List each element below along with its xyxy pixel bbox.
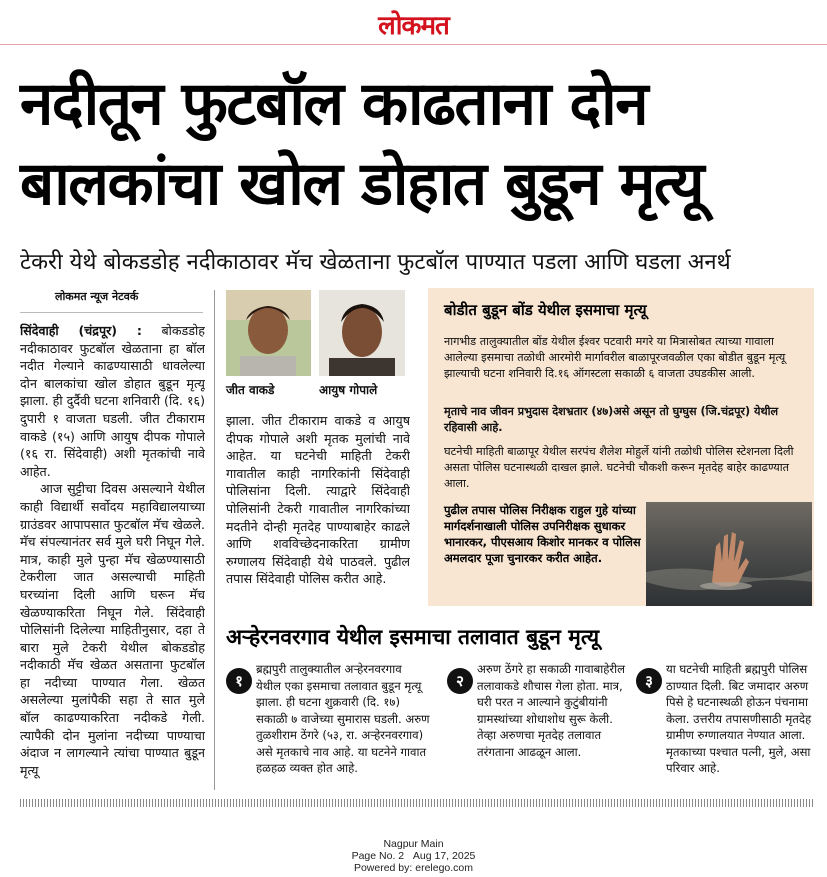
column-divider	[214, 290, 215, 790]
headline	[20, 64, 820, 224]
point-number-1: १	[226, 668, 252, 694]
main-story-paragraph-3: झाला. जीत टीकाराम वाकडे व आयुष दीपक गोपाले अशी मृतक मुलांची नावे आहेत. या घटनेची माहिती टेकरी गावातील काही नागरिकांनी सिंदेवाही पोलिसांना दिली. त्याद्वारे सिंदेवाही पोलिसांनी टेकरी गावातील नागरिकांच्या मदतीने दोन्ही मृतदेह पाण्याबाहेर काढले आणि शवविच्छेदनाकरिता ग्रामीण रुग्णालय सिंदेवाही येथे पाठवले. पुढील तपास सिंदेवाही पोलिस करीत आहे.	[226, 413, 410, 587]
paragraph-text: बोकडडोह नदीकाठावर फुटबॉल खेळताना हा बॉल नदीत गेल्याने काढण्यासाठी धावलेल्या दोन बालकांचा खोल डोहात बुडून मृत्यू झाला. ही दुर्दैवी घटना शनिवारी (दि. १६) दुपारी १ वाजता घडली. जीत टीकाराम वाकडे (१५) आणि आयुष दीपक गोपाले (१६ रा. सिंदेवाही) अशी मृतकांची नावे आहेत.	[20, 323, 205, 479]
byline: लोकमत न्यूज नेटवर्क	[55, 290, 139, 303]
dateline: सिंदेवाही (चंद्रपूर) :	[20, 323, 142, 338]
headline-line-1: नदीतून फुटबॉल काढताना दोन	[20, 69, 648, 139]
footer-edition: Nagpur Main	[383, 838, 444, 850]
footer-page-date	[0, 850, 827, 862]
byline-rule	[20, 312, 203, 313]
sidebox-paragraph-3: घटनेची माहिती बाळापूर येथील सरपंच शैलेश मोहुर्ले यांनी तळोधी पोलिस स्टेशनला दिली असता पोलिस घटनास्थळी दाखल झाले. घटनेची चौकशी करून मृतदेह बाहेर काढण्यात आला.	[444, 445, 794, 490]
point-number-2: २	[447, 668, 473, 694]
main-story-paragraph-1	[20, 322, 205, 480]
point-text-3: या घटनेची माहिती ब्रह्मपुरी पोलिस ठाण्यात दिली. बिट जमादार अरुण पिसे हे घटनास्थळी होऊन पंचनामा केला. उत्तरीय तपासणीसाठी मृतदेह ग्रामीण रुग्णालयात नेण्यात आला. मृतकाच्या पश्चात पत्नी, मुले, असा परिवार आहे.	[666, 662, 812, 775]
photo-caption-2: आयुष गोपाले	[319, 383, 378, 397]
bottom-rule	[20, 799, 814, 807]
sidebox-paragraph-2: मृताचे नाव जीवन प्रभुदास देशभ्रतार (४७)असे असून तो घुग्घुस (जि.चंद्रपूर) येथील रहिवासी आहे.	[444, 405, 779, 434]
point-number-3: ३	[636, 668, 662, 694]
sidebox-quote: पुढील तपास पोलिस निरीक्षक राहुल गुहे यांच्या मार्गदर्शनाखाली पोलिस उपनिरीक्षक सुधाकर भानारकर, पीएसआय किशोर मानकर व पोलिस अमलदार पूजा चुनारकर करीत आहेत.	[444, 503, 641, 565]
main-story-paragraph-2: आज सुट्टीचा दिवस असल्याने येथील काही विद्यार्थी सर्वोदय महाविद्यालयाच्या ग्राउंडवर आपापसात फुटबॉल मॅच खेळले. मॅच संपल्यानंतर सर्व मुले घरी निघून गेले. मात्र, काही मुले पुन्हा मॅच खेळण्यासाठी टेकरीला जात असल्याची माहिती घरच्यांना दिली आणि घरून मॅच खेळण्याकरिता निघून गेले. सिंदेवाही पोलिसांनी दिलेल्या माहितीनुसार, दहा ते बारा मुले टेकरी येथील बोकडडोह नदीकाठी मॅच खेळत असताना फुटबॉल हा नदीच्या पाण्यात गेला. खेळत असलेल्या मुलांपैकी सहा ते सात मुले बॉल काढण्याकरिता नदीकडे गेली. त्यापैकी दोन मुलांना नदीच्या पाण्याचा अंदाज न लागल्याने त्यांचा पाण्यात बुडून मृत्यू	[20, 481, 205, 778]
footer-page-no: Page No. 2	[351, 850, 405, 862]
section-2-title: अऱ्हेरनवरगाव येथील इसमाचा तलावात बुडून मृत्यू	[226, 625, 600, 649]
sidebox-paragraph-1: नागभीड तालुक्यातील बोंड येथील ईश्वर पटवारी मगरे या मित्रासोबत त्याच्या गावाला आलेल्या इसमाचा तळोधी आरमोरी मार्गावरील बाळापूरजवळील एका बोडीत बुडून मृत्यू झाल्याची घटना शनिवारी दि.१६ ऑगस्टला सकाळी ६ वाजता उघडकीस आली.	[444, 335, 786, 380]
main-story-column-1	[20, 322, 205, 792]
portrait-image	[226, 290, 311, 376]
headline-line-2: बालकांचा खोल डोहात बुडून मृत्यू	[20, 149, 704, 219]
masthead-rule	[0, 44, 827, 45]
portrait-image	[319, 290, 405, 376]
main-story-column-2	[226, 412, 410, 612]
photo-caption-1: जीत वाकडे	[226, 383, 275, 397]
drowning-hand-photo	[646, 502, 812, 606]
footer-date: Aug 17, 2025	[412, 850, 476, 862]
point-text-2: अरुण ठेंगरे हा सकाळी गावाबाहेरील तलावाकडे शौचास गेला होता. मात्र, घरी परत न आल्याने कुटुंबीयांनी ग्रामस्थांच्या शोधाशोध सुरू केली. तेव्हा अरुणचा मृतदेह तलावात तरंगताना आढळून आला.	[477, 662, 626, 759]
subheadline: टेकरी येथे बोकडडोह नदीकाठावर मॅच खेळताना फुटबॉल पाण्यात पडला आणि घडला अनर्थ	[20, 250, 731, 275]
photo-ayush-gopale	[319, 290, 405, 376]
footer	[0, 838, 827, 874]
photo-jeet-wakade	[226, 290, 311, 376]
masthead-logo: लोकमत	[378, 11, 449, 41]
footer-powered: Powered by: erelego.com	[353, 862, 474, 874]
point-text-1: ब्रह्मपुरी तालुक्यातील अऱ्हेरनवरगाव येथील एका इसमाचा तलावात बुडून मृत्यू झाला. ही घटना शुक्रवारी (दि. १७) सकाळी ७ वाजेच्या सुमारास घडली. अरुण तुळशीराम ठेंगरे (५३, रा. अऱ्हेरनवरगाव) असे मृतकाचे नाव आहे. या घटनेने गावात हळहळ व्यक्त होत आहे.	[256, 662, 430, 775]
sidebox-title: बोडीत बुडून बोंड येथील इसमाचा मृत्यू	[444, 301, 647, 319]
drowning-hand-image	[646, 502, 812, 606]
